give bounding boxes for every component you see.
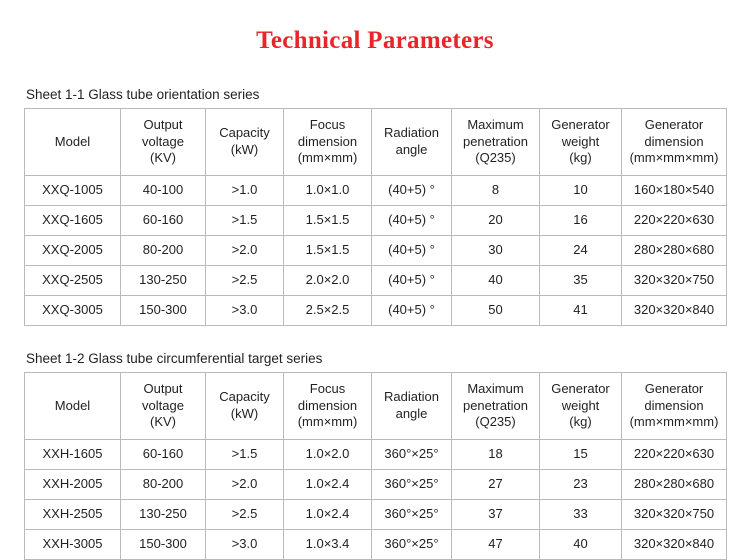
table-cell: 23	[540, 470, 622, 500]
table-cell: XXH-3005	[25, 530, 121, 560]
sheet2-table-head	[25, 373, 727, 440]
table-cell: 1.0×2.4	[284, 470, 372, 500]
table-row	[25, 176, 727, 206]
column-header	[452, 373, 540, 440]
table-cell: 35	[540, 266, 622, 296]
column-header-line: Focus	[309, 117, 346, 133]
sheet2-table-body	[25, 440, 727, 560]
sheet1-table-body	[25, 176, 727, 326]
column-header-line: Generator	[551, 117, 610, 133]
table-cell: 360°×25°	[372, 530, 452, 560]
table-row	[25, 530, 727, 560]
column-header	[622, 373, 727, 440]
table-row	[25, 296, 727, 326]
column-header-line: angle	[395, 142, 428, 157]
table-cell: >3.0	[206, 296, 284, 326]
table-cell: 24	[540, 236, 622, 266]
column-header-line: penetration	[462, 397, 529, 413]
column-header-line: (KV)	[150, 414, 176, 430]
table-row	[25, 500, 727, 530]
column-header-line: voltage	[142, 397, 184, 413]
table-cell: 1.5×1.5	[284, 206, 372, 236]
table-cell: 8	[452, 176, 540, 206]
table-cell: 360°×25°	[372, 470, 452, 500]
table-cell: >3.0	[206, 530, 284, 560]
table-cell: XXQ-1005	[25, 176, 121, 206]
column-header-line: Generator dimension	[644, 117, 704, 149]
column-header-line: angle	[395, 406, 428, 421]
table-cell: 360°×25°	[372, 500, 452, 530]
table-cell: >2.5	[206, 266, 284, 296]
table-cell: 1.0×2.4	[284, 500, 372, 530]
table-cell: 47	[452, 530, 540, 560]
table-cell: 15	[540, 440, 622, 470]
column-header-line: (kW)	[230, 406, 259, 421]
table-cell: 320×320×840	[622, 296, 727, 326]
column-header-line: (Q235)	[475, 150, 516, 166]
table-cell: 50	[452, 296, 540, 326]
sheet2-table	[24, 372, 727, 560]
table-cell: XXQ-2505	[25, 266, 121, 296]
table-cell: (40+5) °	[372, 266, 452, 296]
table-cell: 16	[540, 206, 622, 236]
page-title: Technical Parameters	[256, 27, 494, 54]
table-cell: XXH-2005	[25, 470, 121, 500]
table-cell: XXQ-2005	[25, 236, 121, 266]
table-cell: >2.0	[206, 236, 284, 266]
column-header-line: (mm×mm)	[297, 414, 358, 430]
table-cell: 280×280×680	[622, 470, 727, 500]
sheet1-caption: Sheet 1-1 Glass tube orientation series	[26, 87, 260, 102]
table-cell: 130-250	[121, 266, 206, 296]
column-header-line: (kW)	[230, 142, 259, 157]
column-header-line: Maximum	[467, 381, 524, 397]
column-header-line: dimension	[297, 133, 358, 149]
column-header-line: Focus	[309, 381, 346, 397]
column-header	[206, 109, 284, 176]
table-cell: 37	[452, 500, 540, 530]
column-header	[121, 373, 206, 440]
table-cell: 40-100	[121, 176, 206, 206]
column-header-line: voltage	[142, 133, 184, 149]
table-cell: 30	[452, 236, 540, 266]
table-header-row	[25, 109, 727, 176]
table-cell: 150-300	[121, 296, 206, 326]
table-cell: (40+5) °	[372, 296, 452, 326]
table-cell: 130-250	[121, 500, 206, 530]
table-cell: 1.0×2.0	[284, 440, 372, 470]
column-header	[206, 373, 284, 440]
column-header-line: (kg)	[569, 414, 592, 430]
table-cell: 41	[540, 296, 622, 326]
table-cell: 1.0×3.4	[284, 530, 372, 560]
table-row	[25, 236, 727, 266]
column-header	[121, 109, 206, 176]
table-cell: 280×280×680	[622, 236, 727, 266]
column-header-line: Generator	[551, 381, 610, 397]
sheet1-table	[24, 108, 727, 326]
column-header-line: penetration	[462, 133, 529, 149]
table-row	[25, 266, 727, 296]
table-cell: 20	[452, 206, 540, 236]
column-header-line: (Q235)	[475, 414, 516, 430]
column-header-line: dimension	[297, 397, 358, 413]
column-header	[284, 373, 372, 440]
table-cell: 27	[452, 470, 540, 500]
column-header-line: (mm×mm×mm)	[629, 150, 719, 166]
column-header-line: Output	[143, 117, 183, 133]
table-cell: 1.5×1.5	[284, 236, 372, 266]
column-header	[622, 109, 727, 176]
column-header-line: Radiation	[384, 389, 439, 405]
column-header	[372, 109, 452, 176]
table-cell: 150-300	[121, 530, 206, 560]
table-cell: XXQ-1605	[25, 206, 121, 236]
column-header	[540, 373, 622, 440]
table-cell: XXQ-3005	[25, 296, 121, 326]
table-cell: 33	[540, 500, 622, 530]
column-header-line: Radiation	[384, 125, 439, 141]
sheet1-table-head	[25, 109, 727, 176]
column-header-line: (kg)	[569, 150, 592, 166]
column-header	[372, 373, 452, 440]
column-header-line: Maximum	[467, 117, 524, 133]
column-header	[452, 109, 540, 176]
table-cell: 1.0×1.0	[284, 176, 372, 206]
table-cell: 40	[452, 266, 540, 296]
table-cell: >1.5	[206, 206, 284, 236]
table-cell: 2.5×2.5	[284, 296, 372, 326]
table-cell: >1.0	[206, 176, 284, 206]
table-cell: (40+5) °	[372, 206, 452, 236]
table-cell: 160×180×540	[622, 176, 727, 206]
table-cell: 360°×25°	[372, 440, 452, 470]
table-cell: 40	[540, 530, 622, 560]
table-cell: 220×220×630	[622, 206, 727, 236]
table-cell: 60-160	[121, 206, 206, 236]
column-header-line: Model	[54, 397, 91, 413]
table-row	[25, 470, 727, 500]
table-cell: 60-160	[121, 440, 206, 470]
column-header-line: weight	[561, 397, 600, 413]
table-row	[25, 206, 727, 236]
table-cell: 320×320×750	[622, 500, 727, 530]
table-cell: XXH-1605	[25, 440, 121, 470]
column-header-line: weight	[561, 133, 600, 149]
table-cell: (40+5) °	[372, 176, 452, 206]
table-cell: 320×320×840	[622, 530, 727, 560]
column-header	[25, 373, 121, 440]
table-cell: >1.5	[206, 440, 284, 470]
table-cell: 320×320×750	[622, 266, 727, 296]
column-header-line: Capacity	[219, 389, 270, 405]
column-header-line: Generator dimension	[644, 381, 704, 413]
table-cell: 2.0×2.0	[284, 266, 372, 296]
column-header-line: (KV)	[150, 150, 176, 166]
column-header-line: Model	[54, 133, 91, 149]
table-cell: 80-200	[121, 236, 206, 266]
table-cell: >2.0	[206, 470, 284, 500]
table-cell: 18	[452, 440, 540, 470]
column-header	[284, 109, 372, 176]
sheet1-table-wrap	[0, 108, 750, 326]
table-cell: (40+5) °	[372, 236, 452, 266]
column-header-line: (mm×mm×mm)	[629, 414, 719, 430]
sheet2-table-wrap	[0, 372, 750, 560]
sheet2-caption: Sheet 1-2 Glass tube circumferential target series	[26, 351, 323, 366]
column-header-line: (mm×mm)	[297, 150, 358, 166]
table-cell: XXH-2505	[25, 500, 121, 530]
table-cell: 80-200	[121, 470, 206, 500]
table-header-row	[25, 373, 727, 440]
column-header	[25, 109, 121, 176]
column-header-line: Output	[143, 381, 183, 397]
table-cell: >2.5	[206, 500, 284, 530]
column-header	[540, 109, 622, 176]
table-cell: 10	[540, 176, 622, 206]
column-header-line: Capacity	[219, 125, 270, 141]
table-cell: 220×220×630	[622, 440, 727, 470]
table-row	[25, 440, 727, 470]
